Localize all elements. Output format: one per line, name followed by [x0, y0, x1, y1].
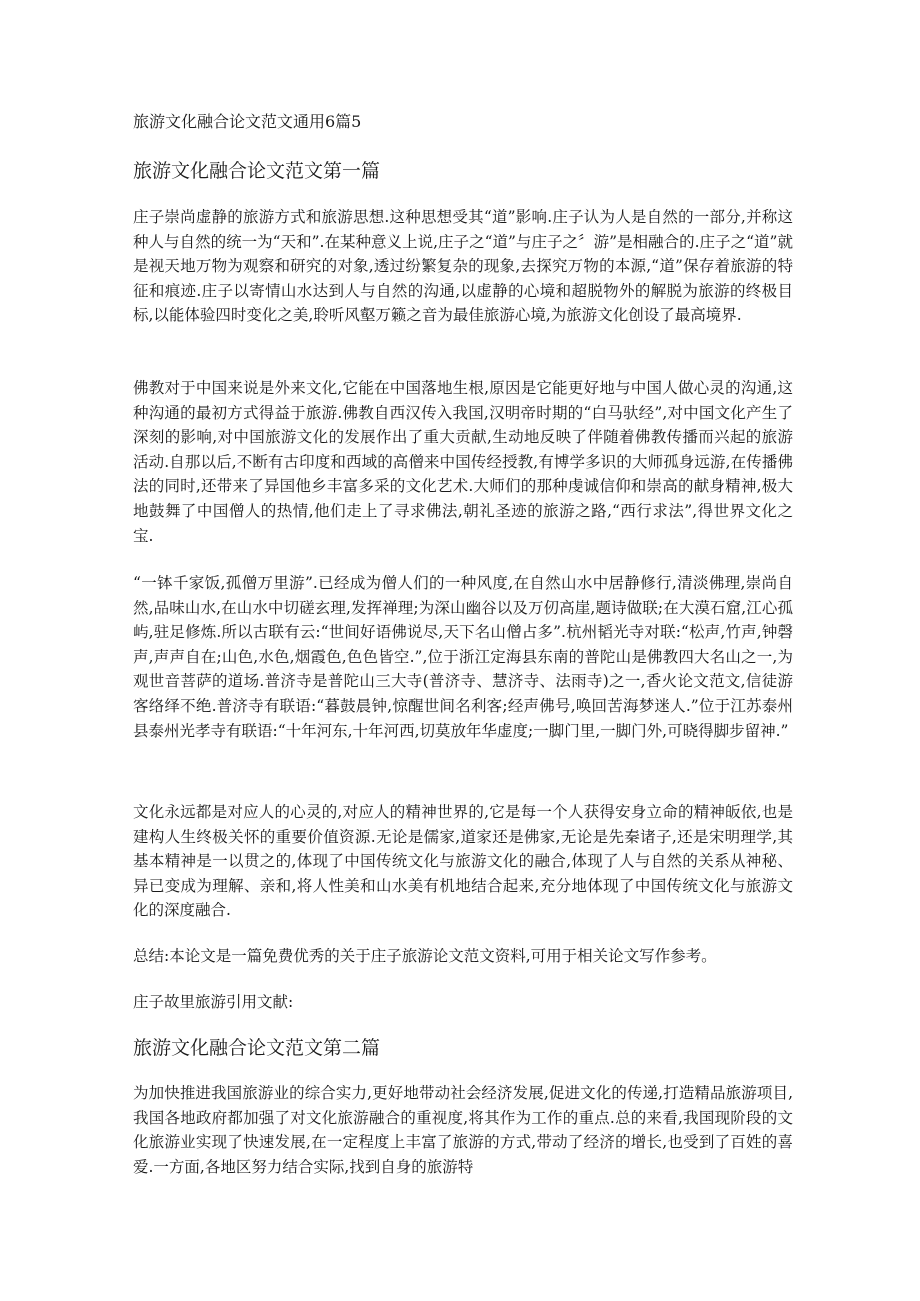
paragraph-zhuangzi: 庄子崇尚虚静的旅游方式和旅游思想.这种思想受其“道”影响.庄子认为人是自然的一部分,并称这种人与自然的统一为“天和”.在某种意义上说,庄子之“道”与庄子之〞游”是相融合的.庄子之“道”就是视天地万物为观察和研究的对象,透过纷繁复杂的现象,去探究万物的本源,“道”保存着旅游的特征和痕迹.庄子以寄情山水达到人与自然的沟通,以虚静的心境和超脱物外的解脱为旅游的终极目标,以能体验四时变化之美,聆听风壑万籁之音为最佳旅游心境,为旅游文化创设了最高境界. [133, 208, 793, 325]
paragraph-culture-spirit: 文化永远都是对应人的心灵的,对应人的精神世界的,它是每一个人获得安身立命的精神皈依,也是建构人生终极关怀的重要价值资源.无论是儒家,道家还是佛家,无论是先秦诸子,还是宋明理学,其基本精神是一以贯之的,体现了中国传统文化与旅游文化的融合,体现了人与自然的关系从神秘、异已变成为理解、亲和,将人性美和山水美有机地结合起来,充分地体现了中国传统文化与旅游文化的深度融合. [133, 803, 793, 920]
paragraph-tourism-industry: 为加快推进我国旅游业的综合实力,更好地带动社会经济发展,促进文化的传递,打造精品旅游项目,我国各地政府都加强了对文化旅游融合的重视度,将其作为工作的重点.总的来看,我国现阶段的文化旅游业实现了快速发展,在一定程度上丰富了旅游的方式,带动了经济的增长,也受到了百姓的喜爱.一方面,各地区努力结合实际,找到自身的旅游特 [133, 1084, 793, 1176]
summary-text: 总结:本论文是一篇免费优秀的关于庄子旅游论文范文资料,可用于相关论文写作参考。 [133, 947, 717, 965]
document-title: 旅游文化融合论文范文通用6篇5 [133, 112, 362, 131]
paragraph-buddhism: 佛教对于中国来说是外来文化,它能在中国落地生根,原因是它能更好地与中国人做心灵的沟通,这种沟通的最初方式得益于旅游.佛教自西汉传入我国,汉明帝时期的“白马驮经”,对中国文化产生了深刻的影响,对中国旅游文化的发展作出了重大贡献,生动地反映了伴随着佛教传播而兴起的旅游活动.自那以后,不断有古印度和西域的高僧来中国传经授教,有博学多识的大师孤身远游,在传播佛法的同时,还带来了异国他乡丰富多采的文化艺术.大师们的那种虔诚信仰和崇高的献身精神,极大地鼓舞了中国僧人的热情,他们走上了寻求佛法,朝礼圣迹的旅游之路,“西行求法”,得世界文化之宝. [133, 379, 793, 545]
section-heading-2: 旅游文化融合论文范文第二篇 [133, 1037, 381, 1059]
section-heading-1: 旅游文化融合论文范文第一篇 [133, 160, 381, 182]
paragraph-monks-travel: “一钵千家饭,孤僧万里游”.已经成为僧人们的一种风度,在自然山水中居静修行,清淡佛理,崇尚自然,品味山水,在山水中切磋玄理,发挥禅理;为深山幽谷以及万仞高崖,题诗做联;在大漠石窟,江心孤屿,驻足修炼.所以古联有云:“世间好语佛说尽,天下名山僧占多”.杭州韬光寺对联:“松声,竹声,钟磬声,声声自在;山色,水色,烟霞色,色色皆空.”,位于浙江定海县东南的普陀山是佛教四大名山之一,为观世音菩萨的道场.普济寺是普陀山三大寺(普济寺、慧济寺、法雨寺)之一,香火论文范文,信徒游客络绎不绝.普济寺有联语:“暮鼓晨钟,惊醒世间名利客;经声佛号,唤回苦海梦迷人.”位于江苏泰州县泰州光孝寺有联语:“十年河东,十年河西,切莫放年华虚度;一脚门里,一脚门外,可晓得脚步留神.” [133, 574, 793, 740]
references-label: 庄子故里旅游引用文献: [133, 993, 294, 1011]
